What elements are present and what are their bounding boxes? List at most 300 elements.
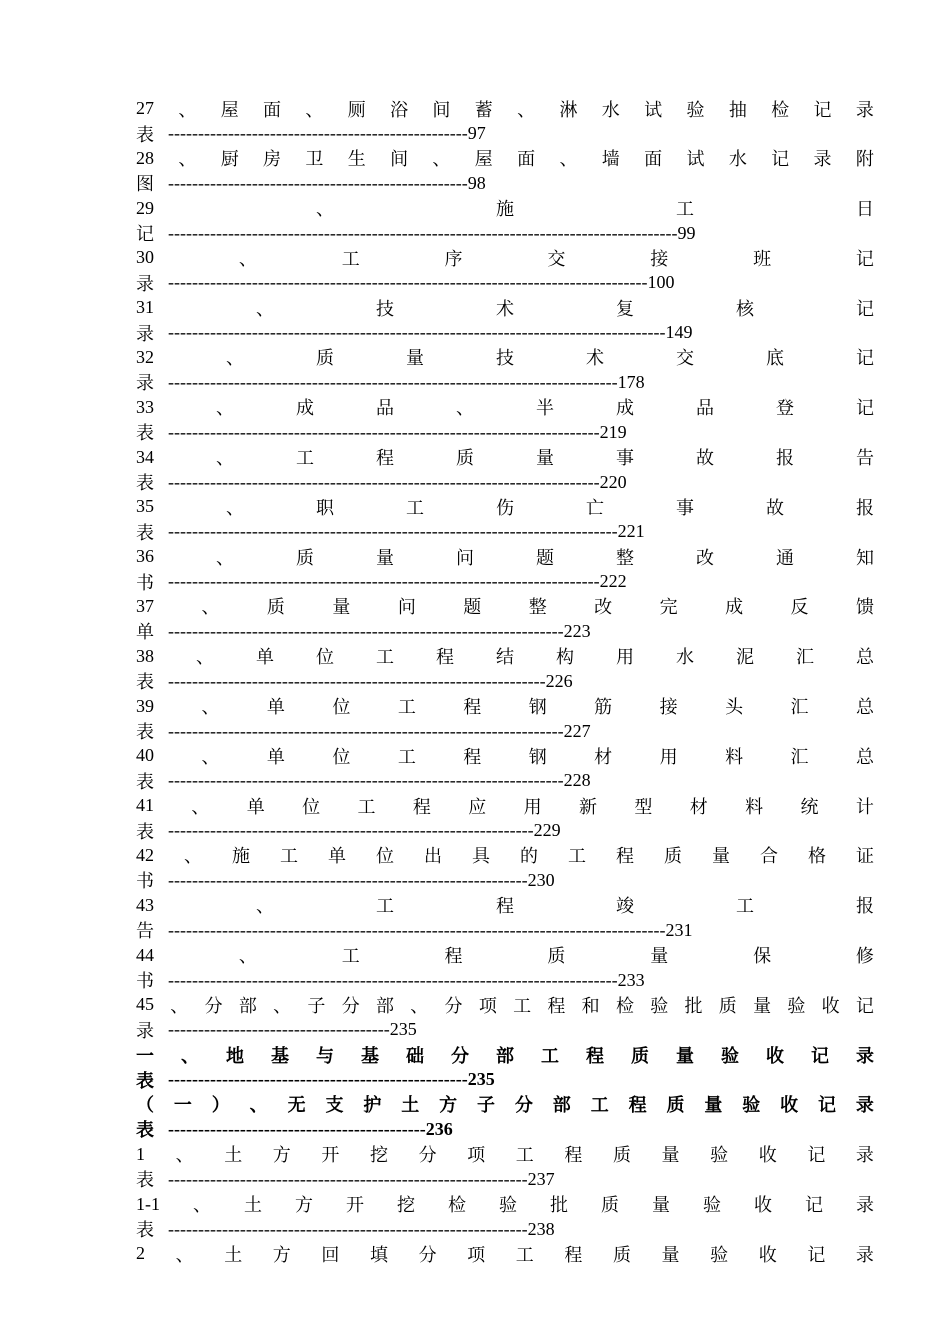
toc-entry-char: 报 [856, 497, 874, 518]
toc-entry-char: 工 [676, 199, 694, 220]
toc-entry-char: 验 [686, 99, 705, 120]
toc-entry-leader-line [136, 868, 555, 893]
toc-page-number: 99 [677, 222, 696, 243]
toc-entry-char: 、 [201, 746, 220, 767]
toc-entry-char: 总 [856, 647, 874, 668]
toc-entry-char: 新 [579, 796, 597, 817]
toc-entry-char: 量 [376, 547, 394, 568]
toc-entry-char: 验 [703, 1195, 721, 1216]
toc-entry-number: 32 [136, 346, 154, 367]
toc-entry-char: 记 [805, 1195, 823, 1216]
toc-entry-char: 、 [305, 99, 324, 120]
toc-entry-char: 交 [547, 248, 566, 269]
toc-dot-leader: -------------------------------------------------- [168, 1069, 468, 1090]
toc-page-number: 233 [617, 969, 645, 990]
toc-entry-char: 面 [263, 99, 282, 120]
toc-entry-last-char: 书 [136, 871, 154, 892]
toc-entry-char: 交 [676, 348, 694, 369]
toc-entry-char: 抽 [728, 99, 747, 120]
toc-entry-char: 检 [771, 99, 790, 120]
toc-dot-leader: ------------------------------------------------------------ [168, 1218, 528, 1239]
toc-entry-leader-line [136, 719, 591, 744]
toc-entry-char: 单 [256, 647, 274, 668]
toc-entry-char: 整 [616, 547, 634, 568]
toc-entry-char: 、 [216, 547, 234, 568]
toc-entry-last-char: 表 [136, 1070, 154, 1091]
toc-entry-char: 质 [666, 1095, 685, 1116]
toc-entry-last-char: 图 [136, 174, 154, 195]
toc-entry-char: 计 [855, 796, 874, 817]
toc-entry-char: 方 [272, 1244, 291, 1265]
toc-entry-char: 记 [811, 1045, 829, 1066]
toc-entry-char: 施 [496, 199, 514, 220]
toc-entry-char: 验 [721, 1045, 739, 1066]
toc-entry-number: 27 [136, 98, 154, 118]
toc-entry-number: 33 [136, 396, 154, 417]
toc-entry [0, 644, 950, 694]
toc-entry-char: 、 [256, 298, 274, 319]
toc-entry-char: 、 [410, 995, 429, 1016]
toc-entry-char: 工 [296, 448, 314, 469]
toc-entry-char: 水 [601, 99, 620, 120]
toc-entry-char: 具 [472, 846, 490, 867]
toc-entry-char: 料 [725, 746, 744, 767]
toc-page-number: 230 [527, 869, 555, 890]
toc-entry-char: 量 [676, 1045, 694, 1066]
toc-entry-char: 、 [559, 149, 578, 170]
toc-entry-title-line [136, 1092, 874, 1117]
toc-entry-number: 38 [136, 645, 154, 666]
toc-dot-leader: ------------------------------------------------------------------------ [168, 571, 600, 592]
toc-entry-title-line [136, 295, 874, 320]
toc-entry-last-char: 告 [136, 921, 154, 942]
toc-entry-char: 屋 [220, 99, 239, 120]
toc-entry [0, 445, 950, 495]
toc-entry-last-char: 录 [136, 373, 154, 394]
toc-entry-char: 面 [644, 149, 663, 170]
toc-entry-number: 40 [136, 745, 154, 766]
toc-dot-leader: -------------------------------------------------- [168, 123, 468, 143]
toc-entry-char: 头 [725, 697, 744, 718]
toc-entry-char: 录 [855, 1244, 874, 1265]
toc-page-number: 231 [665, 919, 693, 940]
toc-entry-number: 28 [136, 147, 154, 168]
toc-entry-char: 格 [808, 846, 826, 867]
toc-entry-char: 、 [226, 497, 244, 518]
toc-entry-char: 成 [616, 398, 634, 419]
toc-entry-char: 程 [564, 1244, 583, 1265]
toc-entry-char: 、 [201, 597, 220, 618]
toc-entry-char: 试 [686, 149, 705, 170]
toc-entry-char: 收 [766, 1045, 784, 1066]
toc-entry-last-char: 录 [136, 273, 154, 294]
toc-entry-char: 技 [496, 348, 514, 369]
toc-entry-char: 、 [216, 448, 234, 469]
toc-entry-char: 录 [855, 99, 874, 120]
toc-entry-char: 技 [376, 298, 394, 319]
toc-entry-title-line [136, 1192, 874, 1217]
toc-entry-char: 、 [216, 398, 234, 419]
toc-entry-last-char: 表 [136, 473, 154, 494]
toc-entry-char: 收 [780, 1095, 799, 1116]
toc-entry-char: 序 [444, 248, 463, 269]
toc-entry-char: 程 [586, 1045, 604, 1066]
toc-entry [0, 395, 950, 445]
toc-entry-char: 工 [736, 896, 754, 917]
toc-entry-title-line [136, 843, 874, 868]
toc-entry-char: 量 [536, 448, 554, 469]
toc-entry-char: 开 [346, 1195, 364, 1216]
toc-entry-title-line [136, 395, 874, 420]
toc-entry [0, 345, 950, 395]
toc-entry-char: 批 [684, 995, 703, 1016]
toc-entry-char: 告 [856, 448, 874, 469]
toc-entry-leader-line [136, 569, 627, 594]
toc-entry-last-char: 书 [136, 971, 154, 992]
toc-entry-char: 单 [246, 796, 265, 817]
toc-entry-leader-line [136, 121, 486, 146]
toc-entry-char: 位 [316, 647, 334, 668]
toc-entry-char: 验 [710, 1244, 729, 1265]
toc-entry-last-char: 表 [136, 672, 154, 693]
toc-entry-char: 反 [790, 597, 809, 618]
toc-entry-char: 质 [547, 946, 566, 967]
toc-entry [0, 594, 950, 644]
toc-entry-title-line [136, 544, 874, 569]
toc-entry-char: 泥 [736, 647, 754, 668]
toc-entry-leader-line [136, 320, 693, 345]
toc-entry-leader-line [136, 1217, 555, 1242]
toc-page-number: 223 [563, 620, 591, 641]
toc-entry-char: 、 [256, 896, 274, 917]
toc-entry [0, 943, 950, 993]
toc-entry-char: 用 [659, 746, 678, 767]
toc-entry-title-line [136, 992, 874, 1017]
toc-entry [0, 196, 950, 246]
toc-entry-number: 42 [136, 844, 154, 865]
toc-entry-char: 试 [644, 99, 663, 120]
toc-entry-char: 修 [855, 946, 874, 967]
toc-entry-number: 29 [136, 197, 154, 218]
toc-entry-char: 完 [659, 597, 678, 618]
toc-dot-leader: ------------------------------------------------------------------------ [168, 421, 600, 442]
toc-entry-char: 工 [280, 846, 298, 867]
toc-entry-char: 位 [332, 697, 351, 718]
toc-entry-char: 量 [652, 1195, 670, 1216]
toc-entry-title-line [136, 1142, 874, 1167]
toc-entry-last-char: 表 [136, 124, 154, 145]
toc-page-number: 100 [647, 272, 675, 293]
toc-entry-title-line [136, 743, 874, 768]
toc-entry-char: 总 [855, 746, 874, 767]
toc-entry-leader-line [136, 171, 486, 196]
toc-entry-char: 验 [742, 1095, 761, 1116]
toc-entry-char: 、 [432, 149, 451, 170]
toc-entry-char: 部 [238, 995, 257, 1016]
toc-entry-char: 方 [439, 1095, 458, 1116]
toc-entry-char: 蓄 [474, 99, 493, 120]
toc-entry-char: 用 [523, 796, 542, 817]
toc-entry-char: 程 [496, 896, 514, 917]
toc-entry-char: 收 [758, 1145, 777, 1166]
toc-entry-number: （ [136, 1095, 154, 1116]
toc-entry [0, 1092, 950, 1142]
toc-page-number: 222 [599, 571, 627, 592]
toc-entry [0, 96, 950, 146]
toc-entry-char: 程 [376, 448, 394, 469]
toc-entry-number: 一 [136, 1045, 154, 1066]
toc-dot-leader: --------------------------------------------------------------------------- [168, 371, 618, 392]
toc-page-number: 149 [665, 322, 693, 343]
toc-dot-leader: ------------------------------------------------------------------ [168, 620, 564, 641]
toc-entry-last-char: 表 [136, 1170, 154, 1191]
toc-page-number: 226 [545, 670, 573, 691]
toc-entry-char: 、 [201, 697, 220, 718]
toc-entry-char: 题 [463, 597, 482, 618]
toc-entry-char: 记 [813, 99, 832, 120]
toc-entry-title-line [136, 793, 874, 818]
toc-entry [0, 893, 950, 943]
toc-entry-char: 职 [316, 497, 334, 518]
toc-entry-leader-line [136, 221, 696, 246]
toc-entry-char: ） [211, 1095, 230, 1116]
toc-entry-title-line [136, 146, 874, 171]
toc-entry-char: 问 [456, 547, 474, 568]
toc-entry-char: 分 [418, 1244, 437, 1265]
toc-entry-title-line [136, 1042, 874, 1067]
toc-entry-char: 质 [612, 1145, 631, 1166]
toc-entry-char: 工 [513, 995, 532, 1016]
toc-entry-char: 接 [659, 697, 678, 718]
toc-entry [0, 843, 950, 893]
toc-entry-char: 方 [295, 1195, 313, 1216]
toc-entry-char: 工 [397, 697, 416, 718]
toc-entry-title-line [136, 494, 874, 519]
toc-entry-leader-line [136, 370, 645, 395]
toc-page-number: 235 [389, 1019, 417, 1040]
toc-entry-char: 录 [855, 1095, 874, 1116]
toc-entry-title-line [136, 96, 874, 121]
toc-entry-char: 工 [406, 497, 424, 518]
toc-dot-leader: ------------------------------------------------------------------------------------- [168, 222, 678, 243]
toc-entry-char: 、 [170, 995, 189, 1016]
toc-entry-char: 屋 [474, 149, 493, 170]
toc-entry-char: 事 [676, 497, 694, 518]
toc-entry-char: 质 [601, 1195, 619, 1216]
toc-entry-char: 附 [855, 149, 874, 170]
toc-page-number: 229 [533, 820, 561, 841]
toc-entry-last-char: 表 [136, 722, 154, 743]
toc-page-number: 220 [599, 471, 627, 492]
toc-entry-char: 土 [244, 1195, 262, 1216]
toc-entry-char: 、 [184, 846, 202, 867]
toc-entry-char: 登 [776, 398, 794, 419]
toc-entry-number: 41 [136, 795, 154, 816]
toc-entry [0, 295, 950, 345]
toc-entry-char: 出 [424, 846, 442, 867]
toc-entry-last-char: 单 [136, 622, 154, 643]
toc-page-number: 227 [563, 720, 591, 741]
toc-entry-char: 记 [856, 348, 874, 369]
toc-entry-char: 质 [296, 547, 314, 568]
toc-dot-leader: --------------------------------------------------------------------------- [168, 969, 618, 990]
toc-entry-char: 程 [412, 796, 431, 817]
toc-entry-char: 批 [550, 1195, 568, 1216]
toc-entry [0, 146, 950, 196]
toc-entry-char: 程 [547, 995, 566, 1016]
toc-entry-char: 汇 [796, 647, 814, 668]
toc-entry-char: 报 [776, 448, 794, 469]
toc-entry-char: 单 [266, 697, 285, 718]
toc-entry-leader-line [136, 818, 561, 843]
toc-entry-char: 分 [418, 1145, 437, 1166]
toc-entry-char: 事 [616, 448, 634, 469]
toc-entry-char: 分 [341, 995, 360, 1016]
toc-entry-last-char: 录 [136, 1020, 154, 1041]
toc-dot-leader: ------------------------------------------------------------- [168, 820, 534, 841]
toc-entry-char: 量 [406, 348, 424, 369]
toc-entry-number: 34 [136, 446, 154, 467]
toc-entry-char: 工 [397, 746, 416, 767]
toc-entry-char: 项 [467, 1244, 486, 1265]
toc-entry-leader-line [136, 669, 573, 694]
toc-entry-char: 、 [517, 99, 536, 120]
toc-dot-leader: ------------------------------------------------------------ [168, 1168, 528, 1189]
toc-dot-leader: ------------------------------------------------------------------ [168, 770, 564, 791]
toc-entry-char: 、 [196, 647, 214, 668]
toc-entry-leader-line [136, 270, 675, 295]
toc-entry [0, 544, 950, 594]
toc-entry-number: 1-1 [136, 1193, 160, 1214]
toc-entry-char: 题 [536, 547, 554, 568]
toc-entry-char: 挖 [369, 1145, 388, 1166]
toc-entry-char: 部 [375, 995, 394, 1016]
toc-entry-char: 验 [787, 995, 806, 1016]
toc-entry-char: 、 [191, 796, 210, 817]
toc-page-number: 238 [527, 1218, 555, 1239]
toc-entry-char: 土 [401, 1095, 420, 1116]
toc-entry-char: 程 [564, 1145, 583, 1166]
toc-entry-char: 馈 [855, 597, 874, 618]
toc-entry-char: 改 [594, 597, 613, 618]
toc-dot-leader: ------------------------------------------------------------------ [168, 720, 564, 741]
toc-dot-leader: ----------------------------------------------------------------------------------- [168, 322, 666, 343]
toc-page-number: 97 [467, 123, 486, 143]
toc-entry-title-line [136, 694, 874, 719]
toc-entry-char: 间 [432, 99, 451, 120]
toc-entry-char: 记 [818, 1095, 837, 1116]
toc-entry-char: 质 [718, 995, 737, 1016]
toc-entry-last-char: 表 [136, 1220, 154, 1241]
toc-entry-char: 竣 [616, 896, 634, 917]
toc-entry-last-char: 表 [136, 423, 154, 444]
toc-entry-char: 分 [514, 1095, 533, 1116]
toc-entry-char: 生 [347, 149, 366, 170]
toc-entry-char: 量 [650, 946, 669, 967]
toc-entry-char: 、 [273, 995, 292, 1016]
toc-entry-char: 检 [615, 995, 634, 1016]
toc-entry-char: 汇 [790, 697, 809, 718]
toc-entry-char: 工 [568, 846, 586, 867]
toc-entry-char: 收 [754, 1195, 772, 1216]
toc-entry-number: 1 [136, 1143, 145, 1164]
toc-entry-last-char: 书 [136, 572, 154, 593]
toc-entry-char: 工 [515, 1145, 534, 1166]
toc-entry-number: 36 [136, 546, 154, 567]
toc-entry-char: 故 [766, 497, 784, 518]
toc-entry-char: 收 [821, 995, 840, 1016]
toc-entry-char: 知 [856, 547, 874, 568]
toc-entry-char: 材 [689, 796, 708, 817]
toc-entry-char: 础 [406, 1045, 424, 1066]
toc-entry-char: 程 [616, 846, 634, 867]
toc-entry-char: 房 [263, 149, 282, 170]
toc-entry-char: 日 [856, 199, 874, 220]
toc-entry-char: 量 [712, 846, 730, 867]
toc-entry-char: 分 [204, 995, 223, 1016]
toc-page-number: 235 [467, 1069, 495, 1090]
toc-entry-char: 水 [676, 647, 694, 668]
toc-entry-char: 工 [541, 1045, 559, 1066]
toc-entry-char: 成 [296, 398, 314, 419]
toc-entry-char: 的 [520, 846, 538, 867]
toc-entry-number: 30 [136, 247, 154, 268]
toc-entry-char: 施 [232, 846, 250, 867]
toc-entry-char: 量 [332, 597, 351, 618]
toc-entry-char: 量 [661, 1145, 680, 1166]
toc-entry-leader-line [136, 1017, 417, 1042]
toc-entry-leader-line [136, 1167, 555, 1192]
toc-entry-leader-line [136, 1067, 495, 1092]
toc-entry-number: 35 [136, 496, 154, 517]
toc-entry-char: 墙 [601, 149, 620, 170]
toc-entry-char: 验 [710, 1145, 729, 1166]
toc-entry-char: 记 [771, 149, 790, 170]
toc-entry-title-line [136, 644, 874, 669]
toc-entry-leader-line [136, 619, 591, 644]
toc-entry-char: 项 [478, 995, 497, 1016]
toc-dot-leader: --------------------------------------------------------------------------- [168, 521, 618, 542]
toc-entry-char: 记 [855, 248, 874, 269]
toc-dot-leader: ------------------------------------------------------------ [168, 869, 528, 890]
toc-entry-char: 程 [436, 647, 454, 668]
toc-entry-char: 料 [745, 796, 764, 817]
toc-entry-char: 位 [332, 746, 351, 767]
toc-entry-char: 质 [266, 597, 285, 618]
toc-entry-char: 工 [515, 1244, 534, 1265]
toc-entry-char: 问 [397, 597, 416, 618]
toc-entry-char: 厨 [220, 149, 239, 170]
toc-entry-char: 土 [224, 1244, 243, 1265]
toc-entry-char: 填 [369, 1244, 388, 1265]
toc-dot-leader: ------------------------------------------- [168, 1118, 426, 1139]
toc-entry [0, 1241, 950, 1291]
toc-dot-leader: -------------------------------------------------------------------------------- [168, 272, 648, 293]
toc-entry-last-char: 录 [136, 323, 154, 344]
toc-entry-title-line [136, 893, 874, 918]
toc-entry-char: 分 [451, 1045, 469, 1066]
toc-entry-last-char: 记 [136, 224, 154, 245]
toc-entry-last-char: 表 [136, 522, 154, 543]
toc-entry-char: 录 [855, 1145, 874, 1166]
toc-entry-char: 合 [760, 846, 778, 867]
toc-entry-char: 质 [612, 1244, 631, 1265]
toc-entry-char: 工 [341, 248, 360, 269]
toc-entry-char: 记 [807, 1244, 826, 1265]
toc-entry-char: 子 [477, 1095, 496, 1116]
toc-entry-char: 保 [753, 946, 772, 967]
toc-entry [0, 793, 950, 843]
